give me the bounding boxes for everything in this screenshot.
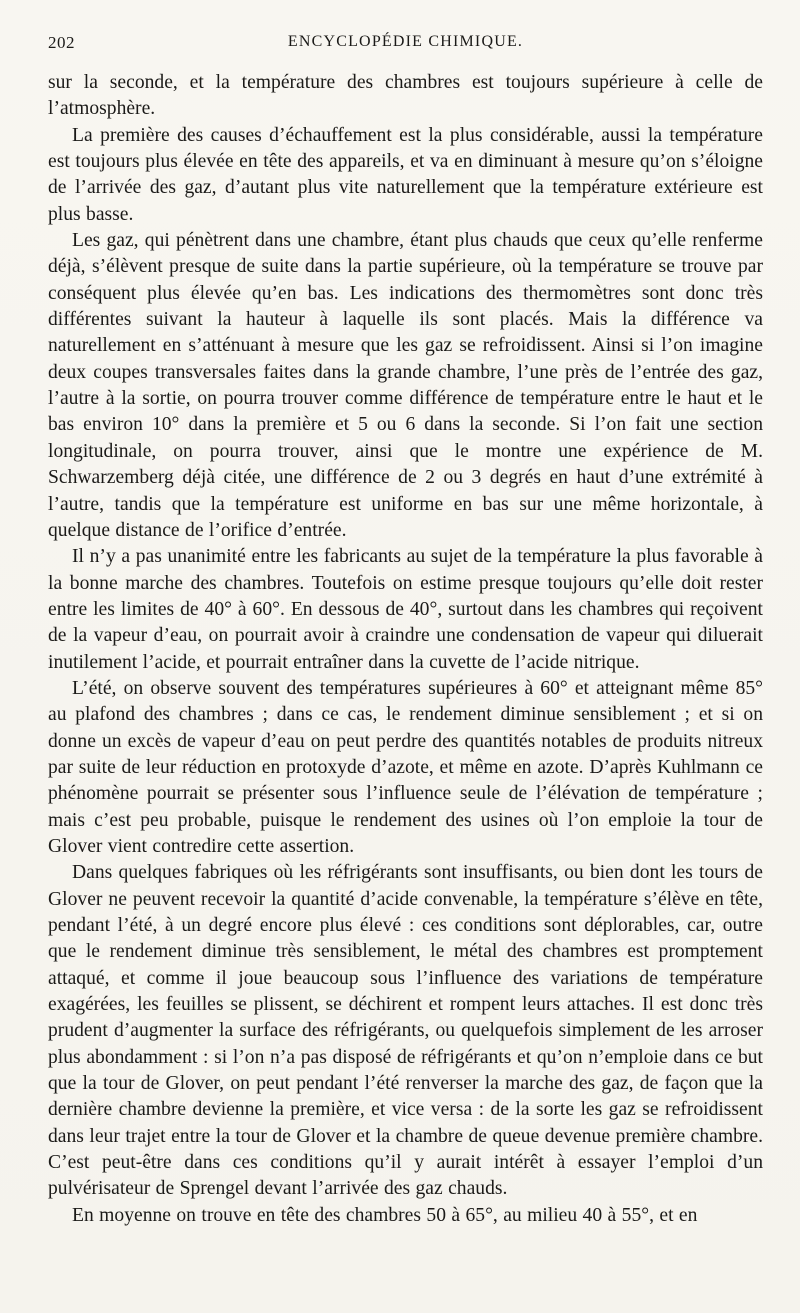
paragraph: L’été, on observe souvent des températures supérieures à 60° et atteignant même 85° au plafond des chambres ; dans ce cas, le rendement diminue sensiblement ; et si on donne un excès de vapeur d’eau on peut perdre des quantités notables de produits nitreux par suite de leur réduction en protoxyde d’azote, et même en azote. D’après Kuhlmann ce phénomène pourrait se présenter sous l’influence seule de l’élévation de température ; mais c’est peu probable, puisque le rendement des usines où l’on emploie la tour de Glover vient contredire cette assertion. xyxy=(48,677,763,857)
page-number: 202 xyxy=(48,33,75,52)
paragraph: Dans quelques fabriques où les réfrigérants sont insuffisants, ou bien dont les tours de Glover ne peuvent recevoir la quantité d’acide convenable, la température s’élève en tête, pendant l’été, à un degré encore plus élevé : ces conditions sont déplorables, car, outre que le rendement diminue très sensiblement, le métal des chambres est promptement attaqué, et comme il joue beaucoup sous l’influence des variations de température exagérées, les feuilles se plissent, se déchirent et rompent leurs attaches. Il est donc très prudent d’augmenter la surface des réfrigérants, ou quelquefois simplement de les arroser plus abondamment : si l’on n’a pas disposé de réfrigérants et qu’on n’emploie dans ce but que la tour de Glover, on peut pendant l’été renverser la marche des gaz, de façon que la dernière chambre devienne la première, et vice versa : de la sorte les gaz se refroidissent dans leur trajet entre la tour de Glover et la chambre de queue devenue première chambre. C’est peut-être dans ces conditions qu’il y aurait intérêt à essayer l’emploi d’un pulvérisateur de Sprengel devant l’arrivée des gaz chauds. xyxy=(48,862,763,1200)
body-text xyxy=(48,70,763,1229)
paragraph-continued: sur la seconde, et la température des chambres est toujours supérieure à celle de l’atmosphère. xyxy=(48,72,763,120)
paragraph-last: En moyenne on trouve en tête des chambres 50 à 65°, au milieu 40 à 55°, et en xyxy=(72,1204,698,1226)
running-title: ENCYCLOPÉDIE CHIMIQUE. xyxy=(287,33,524,50)
paragraph: Il n’y a pas unanimité entre les fabricants au sujet de la température la plus favorable à la bonne marche des chambres. Toutefois on estime presque toujours qu’elle doit rester entre les limites de 40° à 60°. En dessous de 40°, surtout dans les chambres qui reçoivent de la vapeur d’eau, on pourrait avoir à craindre une condensation de vapeur qui diluerait inutilement l’acide, et pourrait entraîner dans la cuvette de l’acide nitrique. xyxy=(48,546,763,673)
paragraph: La première des causes d’échauffement est la plus considérable, aussi la température est toujours plus élevée en tête des appareils, et va en diminuant à mesure qu’on s’éloigne de l’arrivée des gaz, d’autant plus vite naturellement que la température extérieure est plus basse. xyxy=(48,124,763,225)
page-header xyxy=(48,33,763,59)
paragraph: Les gaz, qui pénètrent dans une chambre, étant plus chauds que ceux qu’elle renferme déjà, s’élèvent presque de suite dans la partie supérieure, où la température se trouve par conséquent plus élevée qu’en bas. Les indications des thermomètres sont donc très différentes suivant la hauteur à laquelle ils sont placés. Mais la différence va naturellement en s’atténuant à mesure que les gaz se refroidissent. Ainsi si l’on imagine deux coupes transversales faites dans la grande chambre, l’une près de l’entrée des gaz, l’autre à la sortie, on pourra trouver comme différence de température entre le haut et le bas environ 10° dans la première et 5 ou 6 dans la seconde. Si l’on fait une section longitudinale, on pourra trouver, ainsi que le montre une expérience de M. Schwarzemberg déjà citée, une différence de 2 ou 3 degrés en haut d’une extrémité à l’autre, tandis que la température est uniforme en bas sur une même horizontale, à quelque distance de l’orifice d’entrée. xyxy=(48,230,763,541)
